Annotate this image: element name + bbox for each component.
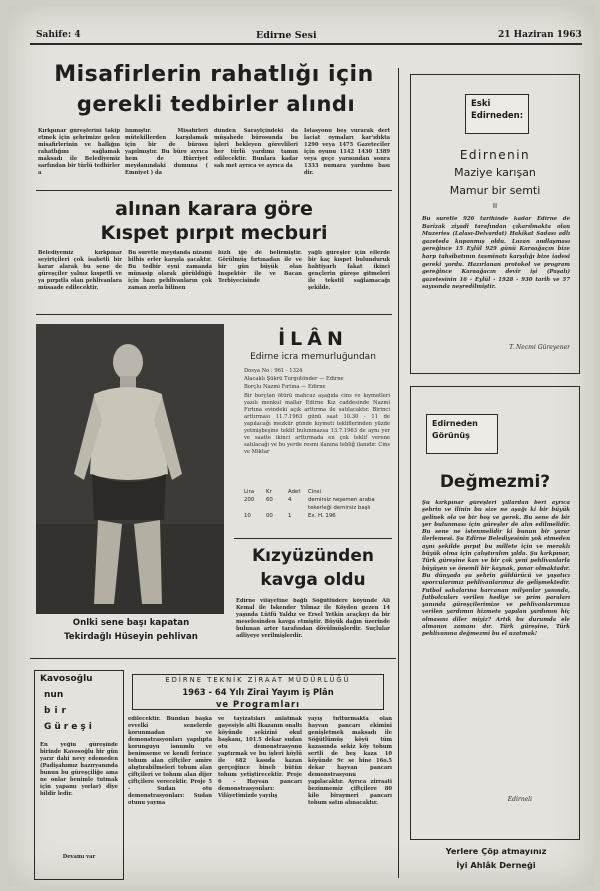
- guests-col-1: Kırkpınar güreşlerini takip etmek için şehrimize gelen misafirlerinin ve halkğın rahatlığını sağlamak maksadı ile Belediyemiz sarfından bir türlü tedbirler a: [38, 128, 120, 176]
- ilan-body: Bir borçtan ötürü mahcuz aşağıda cins ve kıymetleri yazılı menkul mallar Edirne Kız caddesinde Nazmi Fırtına evindeki açık arttırma ile satılacaktır. Birinci arttırması 11.7.1963 günü saat 10.30 - 11 de yapılacağı mezkür günde kıymeti tekliflerinden yüzde yetmişbeşine teklif bulunmazsa 13.7.1963 de aynı yer ve saatte ikinci arttırmada en çok teklif verene satılacağı ve bu yerde resmi ilanına tebliğ ilanıdır. Cins ve Miktar: [244, 393, 390, 455]
- ziraat-col-3: yayış tutturmakta olan hayvan pancarı ekimini genişletmek maksadı ile Söğütlümüş köyü tüm kazasında sekiz köy tohum sertli de beş kaza 10 köyünde 9c se bine 16o.5 dekar hayvan pancarı demonstrasyonu yapılacaktır. Ayrıca zirraati bezinmemiz çiftçilere 80 kilo biraymeri pancarı tohum satın alınacaktır.: [308, 716, 392, 806]
- guests-headline-1: Misafirlerin rahatlığı için: [54, 62, 374, 87]
- kispet-col-1: Belediyemiz kırkpınar seyirtçileri çok isabetli bir karar alarak bu sene de güreşçiler yalnız kıspetli ve ya pırpıtla olan pehlivanlara müsaade edilecektir.: [38, 250, 122, 291]
- sidebar-history-label: Eski Edirneden:: [465, 94, 529, 134]
- ilan-title: İLÂN: [278, 328, 348, 350]
- ilan-subtitle: Edirne icra memurluğundan: [250, 352, 376, 362]
- ziraat-title-1: 1963 - 64 Yılı Zirai Yayım iş Plân: [182, 687, 334, 697]
- kispet-col-4: yağlı güreşler için ellerde bir kaç kıspet bulunduruk bahtiyarlı fakat ikinci gençlerin güreşe gitmeleri ile tekstil sağlamacağı şekilde.: [308, 250, 390, 291]
- kavosoglu-title-3: bir: [44, 706, 70, 716]
- ad-line-1: Yerlere Çöp atmayınız: [445, 846, 547, 856]
- view-signature: Edirneli: [507, 796, 532, 803]
- ilan-col-kr: Kr: [266, 489, 272, 495]
- photo-caption-2: Tekirdağlı Hüseyin pehlivan: [64, 632, 198, 642]
- ziraat-col-2: ve tayizatıları anlatmak gayesiyle alti İkazanın onaltı köyünde sekizini okul başkanı, 101.5 dekar sudan otu demonstrasyonu yaptırmak ve bu işleri köylü ile 682 kasıda kazan gerçeğince bineb bütün tohum yetiştirecektir. Proje 6 - Hayvan pancarı demonstrasyonları: Vilâyetimizde yayılış: [218, 716, 302, 799]
- guests-col-4: İstasyonu beş vurarak dert laciat oymaları kar'ıdıkta 1290 veya 1475 Gazeteciler için oyunu 1142 1430 1389 veya geçe yarısından sonra 1333 numara yardımı bası dir.: [304, 128, 390, 176]
- table-cell: Ex. H. 196: [308, 513, 336, 519]
- page-number: Sahife: 4: [36, 30, 81, 40]
- table-cell: 60: [266, 497, 273, 503]
- kavosoglu-body: En yeğin güreşinde birinde Kavosoğlu bir gün yarır dahi nevy edemeden (Padişahımız hazıryanında bunun bu güreşçiliğe ama ne onlar benimle tutmak için yapamı yorlar) diye bildir ledir.: [40, 742, 118, 797]
- kiz-headline-2: kavga oldu: [260, 570, 366, 590]
- ilan-col-cinsi: Cinsi: [308, 489, 321, 495]
- ilan-col-lira: Lira: [244, 489, 255, 495]
- table-cell: 1: [288, 513, 292, 519]
- ilan-table-header: [244, 488, 390, 496]
- table-cell: 00: [266, 513, 273, 519]
- wrestler-figure: [36, 324, 224, 614]
- kavosoglu-title-2: nun: [44, 690, 64, 700]
- ilan-borclu: Borçlu Nazmi Fırtına — Edirne: [244, 384, 326, 390]
- kispet-headline-2: Kıspet pırpıt mecburi: [100, 222, 328, 244]
- ilan-rule: [234, 538, 392, 539]
- photo-caption-1: Onlki sene başı kapatan: [72, 618, 190, 628]
- history-heading-2: Maziye karışan: [454, 166, 536, 179]
- ilan-alacakli: Alacaklı Şükrü Turgutönder — Edirne: [244, 376, 344, 382]
- kavosoglu-more: Devamı var: [62, 854, 96, 860]
- history-body: Bu suretle 926 tarihinde kadar Edirne de Barizak ziyadi tarafından çıkarılmakta olan Muzeries (Lalası-Delvardat) Hakikat Sadası adlı gazeteda kupanmış oldu. Lozan andlaşması gereğince 15 Eylül 929 günü Karaağaçın bize harp tahsibatının tasminatı karşılığı bize iadesi gereki yordu. Hazırlanan protokol ve program gereğince Karaağacın devir işi (Paşalı) gazetesinin 16 - Eylül - 1928 - 930 tarih ve 57 sayısında neşredilmiştir.: [422, 216, 570, 291]
- ilan-col-adet: Adet: [288, 489, 301, 495]
- kispet-headline-1: alınan karara göre: [115, 198, 313, 220]
- bottom-section-rule: [30, 658, 396, 659]
- kiz-body: Edirne vilâyetine bağlı Söğütlüdere köyünde Ali Kemal ile İskender Yılmaz ile Köyden gezen 14 yaşında Lütfü Yaldız ve Ersel Yetkin araçkıyı da bir meselesinden kavga etmiştir. Büyük dağın üzerinde bulunan arter tarafından dövülmüşlerdir. Suçlular adliyeye verilmişlerdir.: [236, 598, 390, 639]
- table-row: [244, 512, 390, 520]
- masthead-rule: [30, 43, 582, 45]
- column-divider: [398, 68, 399, 878]
- sidebar-view-label: Edirneden Görünüş: [426, 414, 498, 454]
- kispet-col-2: Bu suretle meydanda nizami bilhis erler karşıla şacaktır. Bu tedbir eyni zamanda münasip olarak görüldüğü için bazı pehlivanların çok zaman zorla bilinen: [128, 250, 212, 291]
- ziraat-header: EDİRNE TEKNİK ZİRAAT MÜDÜRLÜĞÜ: [165, 676, 351, 684]
- wrestler-photo: [36, 324, 224, 614]
- kispet-col-3: hizlı iğe de belirmiştir. Görülmüş fırtınadan ile ve bir gün büyük olan İnspektör ile ve Bacan Terbiyecisinde: [218, 250, 302, 284]
- ad-line-2: İyi Ahlâk Derneği: [456, 860, 536, 870]
- table-cell: 4: [288, 497, 292, 503]
- guests-col-3: dünden Saraylçindeki da müşahede bürosunda bu işleri bekleyen görevlileri her türlü yardımı tamın edilecektir. Bunlara kadar sah met ayrıca ve ayrıca da: [214, 128, 298, 169]
- history-heading-3: Mamur bir semti: [449, 184, 541, 197]
- kavosoglu-title-4: Güreşi: [44, 722, 95, 732]
- ziraat-col-1: edilecektir. Bundan başka evvelki senelerde korunmadan ve demonstrasyonları yapılıpta korunguyu isnumlu ve benimseme ve kendi ferince tohum alan çiftçiler amire alıştırabilmeleri tohum alan çiftçileri ve tohum alan dijer çiftçilere verecektir. Proje 5 - Sudan otu demonstrasyonları: Sudan otunu yayma: [128, 716, 212, 806]
- table-cell: 10: [244, 513, 251, 519]
- history-heading-1: Edirnenin: [459, 148, 531, 162]
- kispet-rule: [36, 314, 392, 315]
- table-row: [244, 496, 390, 512]
- newspaper-page: [8, 6, 594, 886]
- kavosoglu-title-1: Kavosoğlu: [40, 674, 93, 684]
- view-heading: Değmezmi?: [439, 472, 551, 492]
- ilan-table: [244, 488, 390, 520]
- history-part: II: [492, 202, 498, 210]
- table-cell: 200: [244, 497, 255, 503]
- guests-col-2: lınmıştır. Misafirleri mütekillerden karşılamak için bir de bürosu yapılmıştır. Bu büro ayrıca hem de Hürriyet meydanındaki dumuna ( Emniyet ) da: [125, 128, 208, 176]
- ilan-dosya: Dosya No : 961 - 1324: [244, 368, 303, 374]
- view-body: Şu kırkpınar güreşleri yıllardan beri ayrıca şehrin ve ilinin bu size ne aşağı ki bir büyük gelinek ola ve bir hoş ve gerek. Bu sene de bir yer bulunması için güreşler de alın edilmelidir. Bu sene ne istenmelidir ki bunun bir yarar ilerlemesi. Şu Edirne Belediyesinin yok etmeden aynı şekilde pırpıt bu millete için ve meraklı büyük olma için çalıştıralım yılda. Şu kırkpınar, Türk güreşine kan ve bir çok yeni pehlivanlarla büyüyen ve önemli bir kaynak, pınar olmaktadır. Bu dünyada şu şehrin güldürücü ve yaşatıcı sporcularımız pehlivanlarımız de gelişmektedir. Futbol sahalarına harcanan milyonlar yanında, futbolcuları verilen hediye ve prim paraları yanında güreşçilerimize ve pehlivanlarımıza verilen yardımın hizmete yapılan yardımın hiç olmasını diler miyiz? Artık bu durumda ele almanın zamanı dır. Türk güreşine, Türk pehlivanına değmezmi bu el uzatmak!: [422, 500, 570, 638]
- issue-date: 21 Haziran 1963: [498, 30, 582, 40]
- table-cell: demirsiz neşemen araba tekerleği demirsiz başlı: [308, 497, 375, 511]
- ziraat-title-2: ve Programları: [215, 699, 301, 709]
- guests-rule: [36, 190, 392, 191]
- kiz-headline-1: Kızyüzünden: [252, 546, 374, 566]
- guests-headline-2: gerekli tedbirler alındı: [76, 92, 356, 116]
- history-author: T. Necmi Güreyener: [509, 344, 570, 351]
- paper-name: Edirne Sesi: [256, 30, 317, 41]
